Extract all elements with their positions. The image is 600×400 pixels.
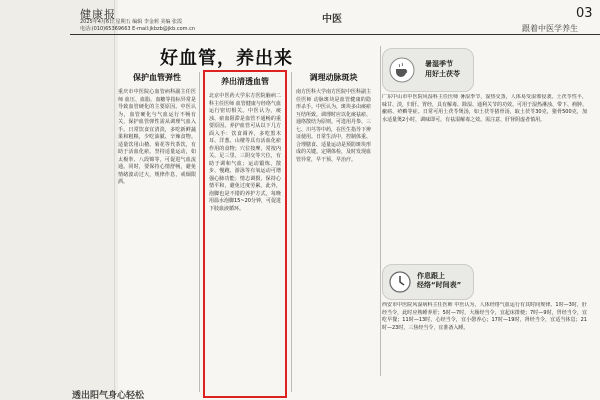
header-meta-line1: 2025年4月6日 星期五 编辑 李金莉 美编 张霞 (80, 19, 183, 25)
seasonal-title-line1: 暑湿季节 (425, 60, 453, 68)
page-header (70, 0, 600, 34)
section-subtitle: 跟着中医学养生 (522, 24, 578, 33)
main-headline: 好血管，养出来 (160, 48, 293, 69)
article-title: 保护血管弹性 (133, 73, 181, 82)
header-meta-line2: 电话:(010)65369663 E-mail:jkbzb@jkb.com.cn (80, 26, 196, 32)
article-title: 调理动脉斑块 (309, 73, 358, 82)
header-rule (70, 34, 600, 35)
article-body: 重庆市中医院心血管病科副主任医师 血压、血脂、血糖等指标异常是导致血管硬化的主要原因。中医认为，血管硬化与气血运行不畅有关，保护血管弹性需从调理气血入手。日常饮食宜清淡，多吃新鲜蔬果和粗粮，少吃油腻、辛辣食物。适量饮用山楂、菊花等代茶饮，有助于活血化瘀。坚持适量运动，如太极拳、八段锦等，可促进气血流通。同时，要保持心情舒畅，避免情绪波动过大，规律作息，戒烟限酒。 (118, 89, 196, 185)
seasonal-feature-body (382, 94, 587, 264)
page-number: 03 (576, 6, 593, 21)
seasonal-body-text: 广东中山市中医院风湿科主任医师 暑湿季节，湿热交蒸，人体易受湿邪侵袭。土茯苓性平，味甘、淡，归肝、胃经，具有解毒、除湿、通利关节的功效。可用于湿热淋浊、带下、痈肿、瘰疬、疥癣等症。日常可用土茯苓煲汤，如土茯苓猪骨汤，取土茯苓30克，猪骨500克，加水适量煲2小时，调味即可，有祛湿解毒之效。需注意，肝肾阴虚者慎用。 (382, 94, 587, 123)
column-divider (199, 72, 200, 392)
article-title: 养出清透血管 (221, 77, 269, 86)
section-title: 中医 (322, 14, 342, 25)
previous-page-gutter (0, 0, 118, 400)
schedule-title-line2: 经络“时间表” (417, 281, 462, 289)
sidebar-divider (380, 46, 381, 376)
clock-icon (389, 271, 411, 293)
article-arterial-plaque (296, 72, 371, 400)
schedule-feature-body (382, 302, 587, 400)
seasonal-feature-title (425, 59, 460, 79)
seasonal-title-line2: 用好土茯苓 (425, 70, 460, 78)
gutter-line (114, 0, 115, 400)
article-body: 北京中医药大学东方医院脑病二科主任医师 血管健康与经络气血运行密切相关。中医认为，痰浊、瘀血阻滞是血管不通畅的重要原因。养护血管可从以下几方面入手：饮食调养，多吃黑木耳、洋葱、山楂等具有活血化瘀作用的食物；穴位按摩，常按内关、足三里、三阴交等穴位，有助于调和气血；运动锻炼，散步、慢跑、游泳等有氧运动可增强心肺功能；情志调摄，保持心情平和，避免过度劳累。此外，泡脚也是不错的养护方式，每晚用温水泡脚15~20分钟，可促进下肢血液循环。 (209, 93, 281, 212)
article-body: 南方医科大学南方医院中医科副主任医师 动脉斑块是血管健康的隐形杀手。中医认为，斑块多由痰瘀互结所致。调理时应以化痰祛瘀、通络散结为原则。可选用丹参、三七、川芎等中药，在医生指导下辨证使用。日常生活中，控制体重、合理膳食、适量运动是预防斑块形成的关键。定期体检，及时发现血管异常，早干预、早治疗。 (296, 89, 371, 163)
schedule-body-text: 西安市中医院风湿病科主任医师 中医认为，人体经络气血运行有其时间规律。1时—3时，肝经当令，此时应熟睡养肝；5时—7时，大肠经当令，宜起床排便；7时—9时，胃经当令，宜吃早餐；11时—13时，心经当令，宜小憩养心；17时—19时，肾经当令，宜适当休息；21时—23时，三焦经当令，宜准备入睡。 (382, 302, 587, 331)
article-clear-vessels-highlighted (203, 70, 287, 398)
schedule-feature-title (417, 272, 461, 290)
schedule-feature-box (382, 264, 474, 300)
article-vascular-elasticity (118, 72, 196, 400)
tea-cup-icon (389, 57, 415, 83)
newspaper-logo: 健康报 (80, 8, 116, 21)
seasonal-feature-box (382, 48, 474, 92)
schedule-title-line1: 作息跟上 (417, 272, 445, 280)
column-divider (291, 72, 292, 392)
next-article-headline: 透出阳气身心轻松 (72, 391, 145, 400)
